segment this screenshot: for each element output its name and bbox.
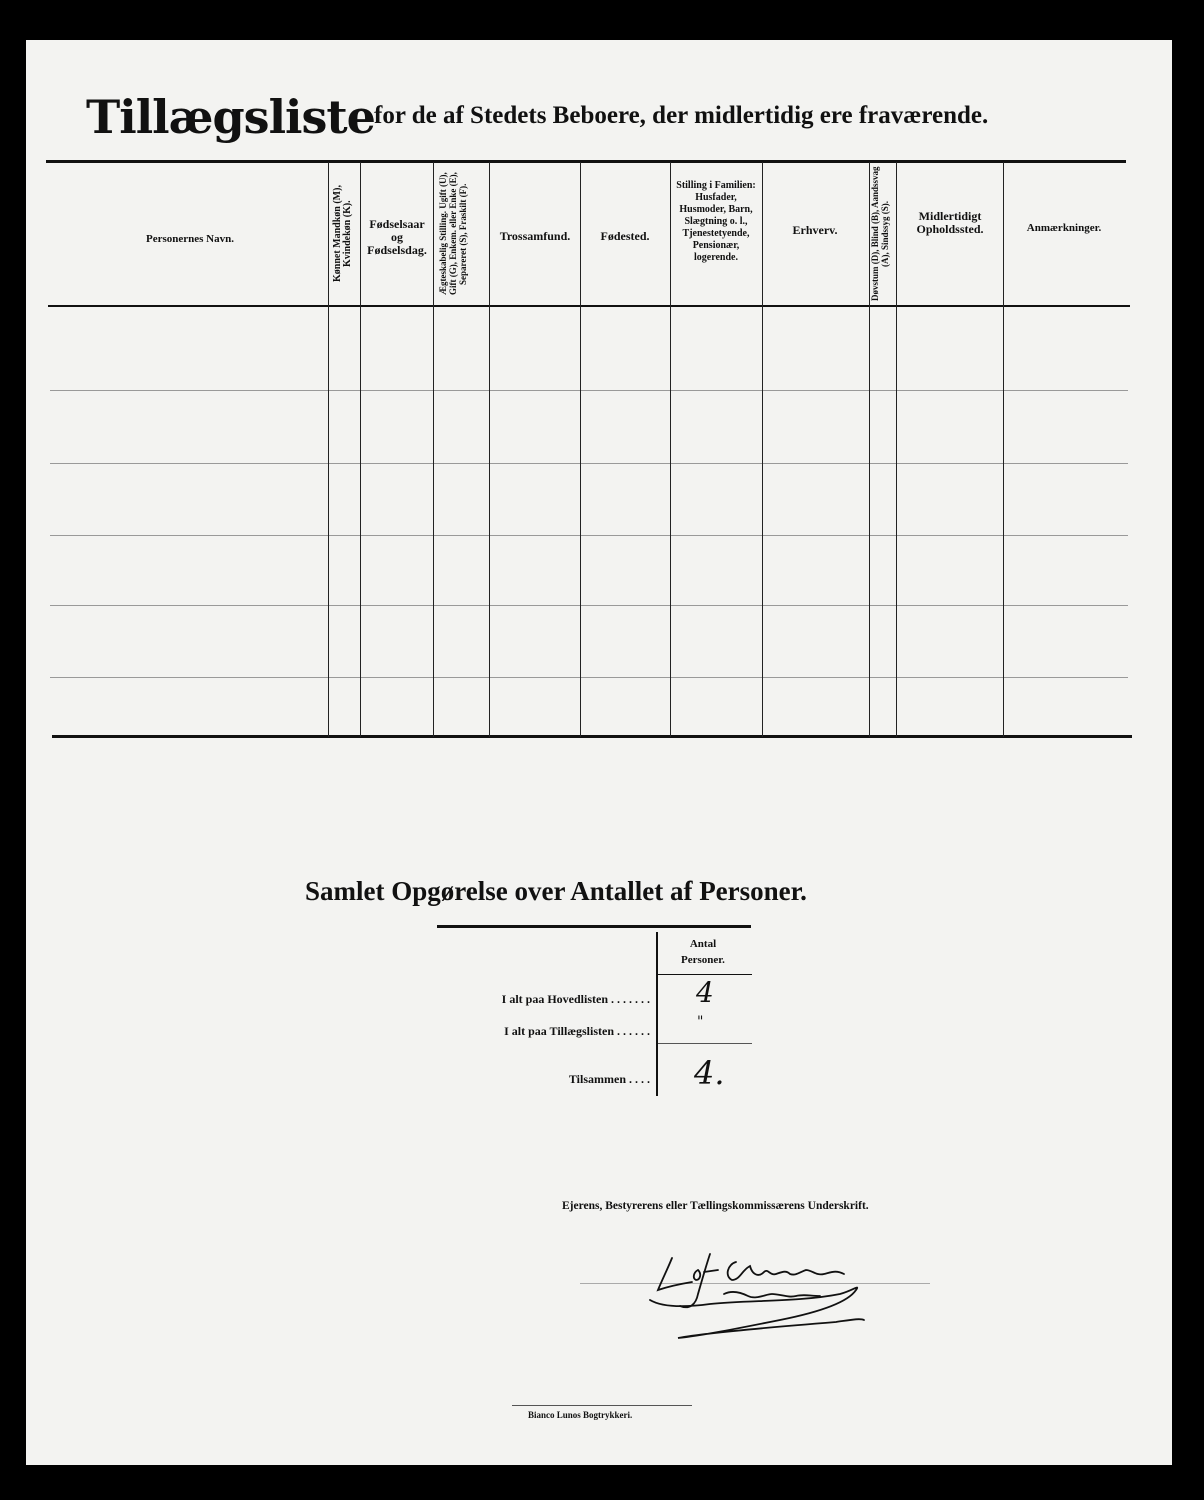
row-line [50, 463, 1128, 464]
table-header-rule [48, 305, 1130, 307]
summary-row-label: I alt paa Tillægslisten . . . . . . [504, 1024, 650, 1038]
title-bold-word: fraværende. [858, 102, 989, 129]
summary-row-rule [658, 1043, 752, 1044]
column-divider [670, 162, 671, 737]
summary-title: Samlet Opgørelse over Antallet af Personer. [305, 876, 807, 906]
header-trade: Erhverv. [792, 223, 838, 237]
header-marital: Ægteskabelig Stilling. Ugift (U), Gift (G), Enkem. eller Enke (E), Separeret (S), Fraskilt (F). [438, 172, 468, 296]
header-faith: Trossamfund. [499, 229, 571, 243]
header-birthplace: Fødested. [600, 229, 650, 243]
column-divider [762, 162, 763, 737]
table-top-rule [46, 160, 1126, 163]
summary-top-rule [437, 925, 751, 928]
column-divider [360, 162, 361, 737]
summary-row-value: 4 [696, 976, 714, 1009]
title-prefix: for de af Stedets Beboere, der midlertidig ere [374, 102, 853, 129]
header-remarks: Anmærkninger. [1026, 222, 1102, 234]
signature-caption: Ejerens, Bestyrerens eller Tællingskommissærens Underskrift. [562, 1200, 869, 1212]
column-divider [896, 162, 897, 737]
handwritten-signature [640, 1240, 880, 1350]
summary-col-header: Antal Personer. [681, 938, 725, 966]
header-disability: Døvstum (D), Blind (B), Aandssvag (A), Sindssyg (S). [870, 166, 890, 302]
form-title [86, 90, 1096, 150]
summary-header-rule [658, 974, 752, 975]
column-divider [433, 162, 434, 737]
header-sex: Kønnet Mandkøn (M), Kvindekøn (K). [332, 185, 353, 283]
row-line [50, 535, 1128, 536]
summary-row-label: I alt paa Hovedlisten . . . . . . . [501, 992, 650, 1006]
summary-row-label: Tilsammen . . . . [568, 1072, 650, 1086]
printer-imprint: Bianco Lunos Bogtrykkeri. [528, 1410, 633, 1420]
header-birth: Fødselsaar og Fødselsdag. [367, 217, 427, 257]
column-divider [580, 162, 581, 737]
column-divider [1003, 162, 1004, 737]
row-line [50, 605, 1128, 606]
census-form-page [26, 40, 1172, 1465]
title-main: Tillægsliste [86, 90, 375, 144]
summary-vertical-rule [656, 932, 658, 1096]
row-line [50, 390, 1128, 391]
header-name: Personernes Navn. [146, 233, 234, 245]
column-divider [489, 162, 490, 737]
header-temp-residence: Midlertidigt Opholdssted. [916, 209, 984, 236]
header-family: Stilling i Familien: Husfader, Husmoder, Barn, Slægtning o. l., Tjenestetyende, Pensionær, logerende. [676, 180, 756, 263]
printer-rule [512, 1405, 692, 1406]
summary-row-value: " [697, 1014, 704, 1030]
column-divider [328, 162, 329, 737]
table-bottom-rule [52, 735, 1132, 738]
summary-row-value: 4. [694, 1054, 725, 1092]
row-line [50, 677, 1128, 678]
title-subtitle [374, 102, 988, 130]
